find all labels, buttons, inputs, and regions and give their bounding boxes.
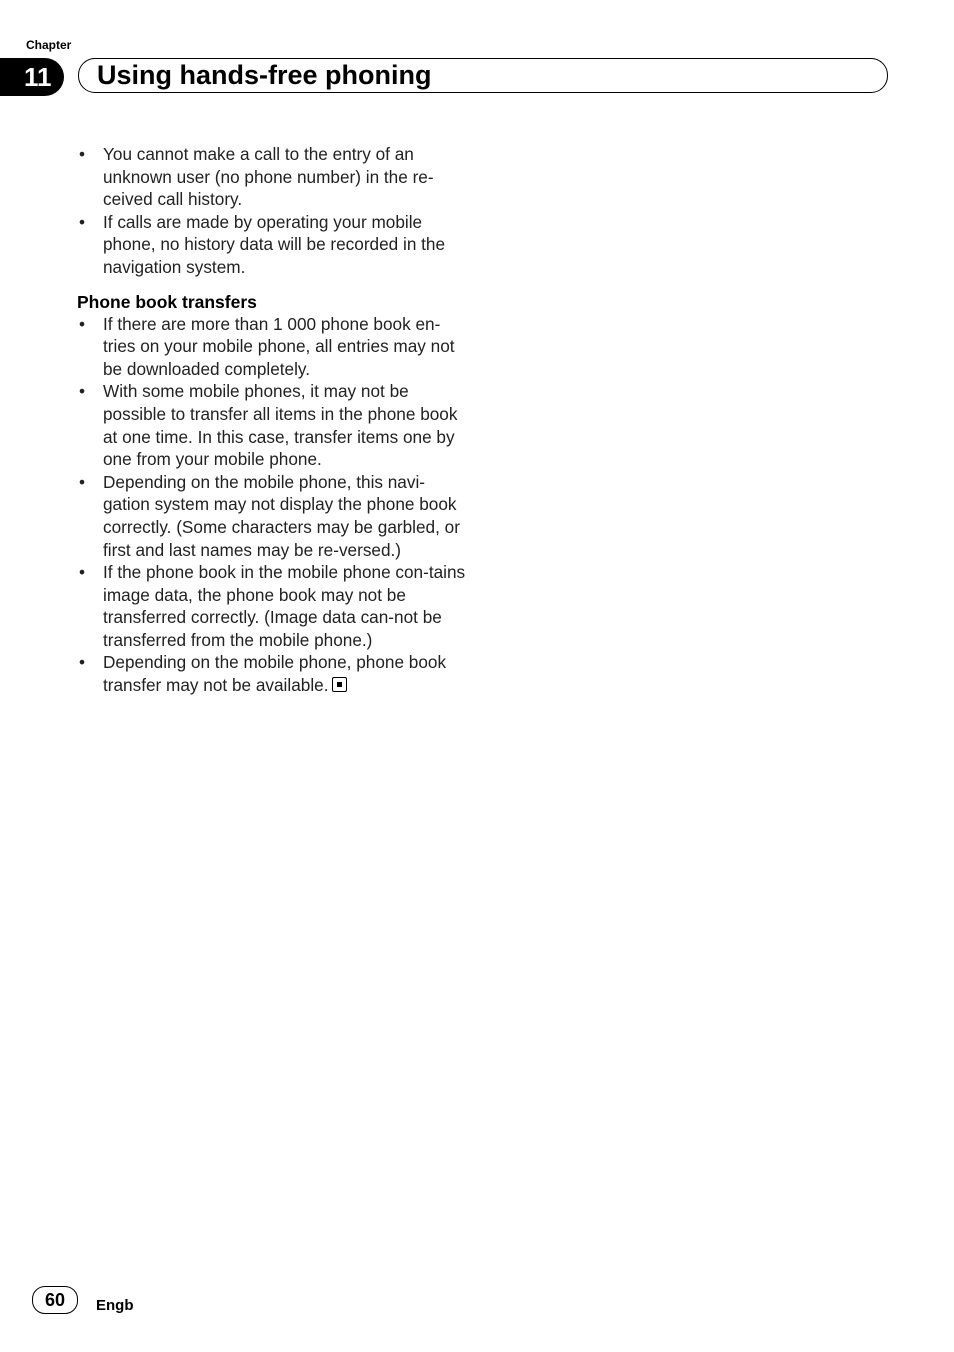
- chapter-number-tab: 11: [0, 58, 64, 96]
- phone-book-heading: Phone book transfers: [77, 291, 257, 312]
- list-item: • Depending on the mobile phone, this navi-gation system may not display the phone book correctly. (Some characters may be garbled, or first and last names may be re-versed.): [77, 471, 469, 561]
- list-item: • If calls are made by operating your mobile phone, no history data will be recorded in the navigation system.: [77, 211, 469, 279]
- language-label: Engb: [96, 1297, 134, 1314]
- list-item: • If the phone book in the mobile phone con-tains image data, the phone book may not be transferred correctly. (Image data can-not be transferred from the mobile phone.): [77, 561, 469, 651]
- chapter-title-box: [78, 58, 888, 93]
- main-content: [77, 143, 469, 697]
- chapter-label: Chapter: [26, 38, 72, 52]
- list-item-last: [77, 651, 469, 696]
- page-number: 60: [32, 1286, 78, 1314]
- list-item: • With some mobile phones, it may not be possible to transfer all items in the phone book at one time. In this case, transfer items one by one from your mobile phone.: [77, 380, 469, 470]
- intro-bullet-list: [77, 143, 469, 279]
- list-item-text: Depending on the mobile phone, phone book transfer may not be available.: [103, 652, 447, 696]
- end-of-section-square-icon: [332, 677, 347, 692]
- phone-book-bullet-list: [77, 313, 469, 697]
- chapter-title: Using hands-free phoning: [97, 60, 432, 90]
- list-item: • You cannot make a call to the entry of an unknown user (no phone number) in the re-ceived call history.: [77, 143, 469, 211]
- list-item: • If there are more than 1 000 phone book en-tries on your mobile phone, all entries may not be downloaded completely.: [77, 313, 469, 381]
